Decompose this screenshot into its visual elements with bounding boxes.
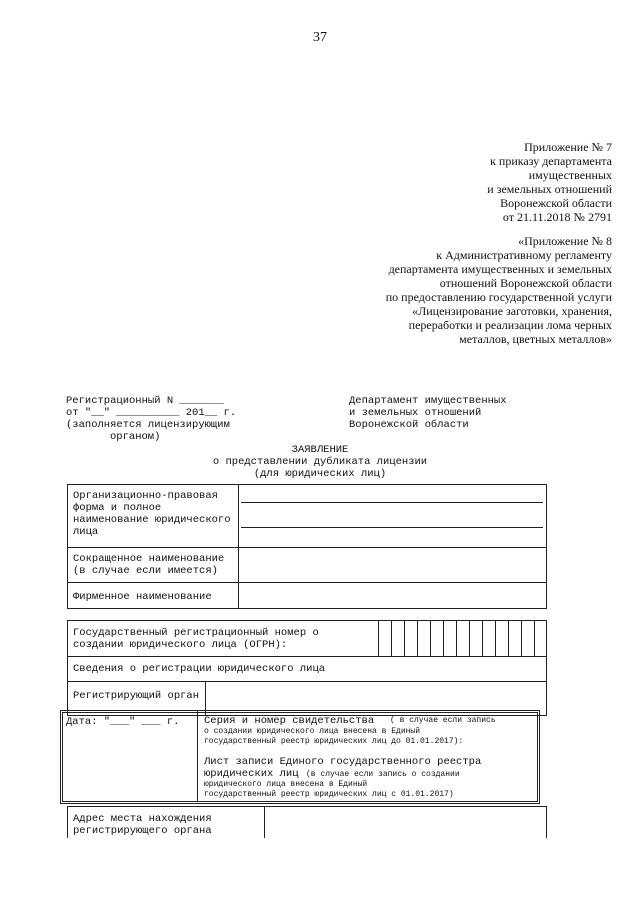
addressee-line: Воронежской области [349,419,469,431]
appendix-7-line: Приложение № 7 [524,140,612,154]
appendix-7-line: от 21.11.2018 № 2791 [502,210,612,224]
registration-date: от "__" __________ 201__ г. [66,407,237,419]
full-name-label: Организационно-правовая форма и полное наименование юридического лица [73,490,231,538]
appendix-8-line: департамента имущественных и земельных [388,262,612,276]
ogrn-digit-cells[interactable] [379,621,546,655]
appendix-8-line: к Административному регламенту [436,248,612,262]
appendix-7-line: имущественных [528,168,612,182]
appendix-7-header [487,140,612,224]
appendix-8-line: отношений Воронежской области [439,276,612,290]
date-field[interactable]: Дата: "___" ___ г. [66,716,180,728]
sheet-record-label: Лист записи Единого государственного реестра юридических лиц [204,756,482,780]
registering-body-address-label: Адрес места нахождения регистрирующего органа [73,813,212,837]
registration-info-label: Сведения о регистрации юридического лица [73,663,326,675]
certificate-note: ( в случае если запись [390,716,496,725]
addressee-line: Департамент имущественных [349,395,507,407]
ogrn-label: Государственный регистрационный номер о создании юридического лица (ОГРН): [73,627,319,651]
appendix-8-line: «Приложение № 8 [518,234,612,248]
addressee-line: и земельных отношений [349,407,482,419]
appendix-7-line: и земельных отношений [487,182,612,196]
appendix-8-header [386,234,612,346]
appendix-7-line: к приказу департамента [490,154,612,168]
registering-body-label: Регистрирующий орган [73,690,200,702]
brand-name-label: Фирменное наименование [73,591,212,603]
certificate-label: Серия и номер свидетельства [204,715,375,727]
full-name-field-line[interactable] [241,502,543,503]
page-number: 37 [313,30,327,45]
short-name-field[interactable] [240,549,545,581]
short-name-label: Сокращенное наименование (в случае если имеется) [73,553,225,577]
sheet-record-note: (в случае если запись о создании [306,770,460,779]
registration-note: органом) [110,431,161,443]
brand-name-field[interactable] [240,584,545,607]
certificate-note: о создании юридического лица внесена в Единый государственный реестр юридических лиц до 01.01.2017): [204,727,464,746]
appendix-8-line: металлов, цветных металлов» [459,332,612,346]
form-title: ЗАЯВЛЕНИЕ [291,444,349,456]
appendix-7-line: Воронежской области [500,196,612,210]
appendix-8-line: «Лицензирование заготовки, хранения, [412,304,612,318]
sheet-record-note: юридического лица внесена в Единый государственный реестр юридических лиц с 01.01.2017) [204,780,454,799]
registration-note: (заполняется лицензирующим [66,419,230,431]
appendix-8-line: по предоставлению государственной услуги [385,290,612,304]
form-subtitle: (для юридических лиц) [253,468,387,480]
form-subtitle: о представлении дубликата лицензии [212,456,428,468]
registration-number: Регистрационный N _______ [66,395,224,407]
registering-body-address-field[interactable] [266,808,545,838]
appendix-8-line: переработки и реализации лома черных [408,318,612,332]
full-name-field-line[interactable] [241,527,543,528]
